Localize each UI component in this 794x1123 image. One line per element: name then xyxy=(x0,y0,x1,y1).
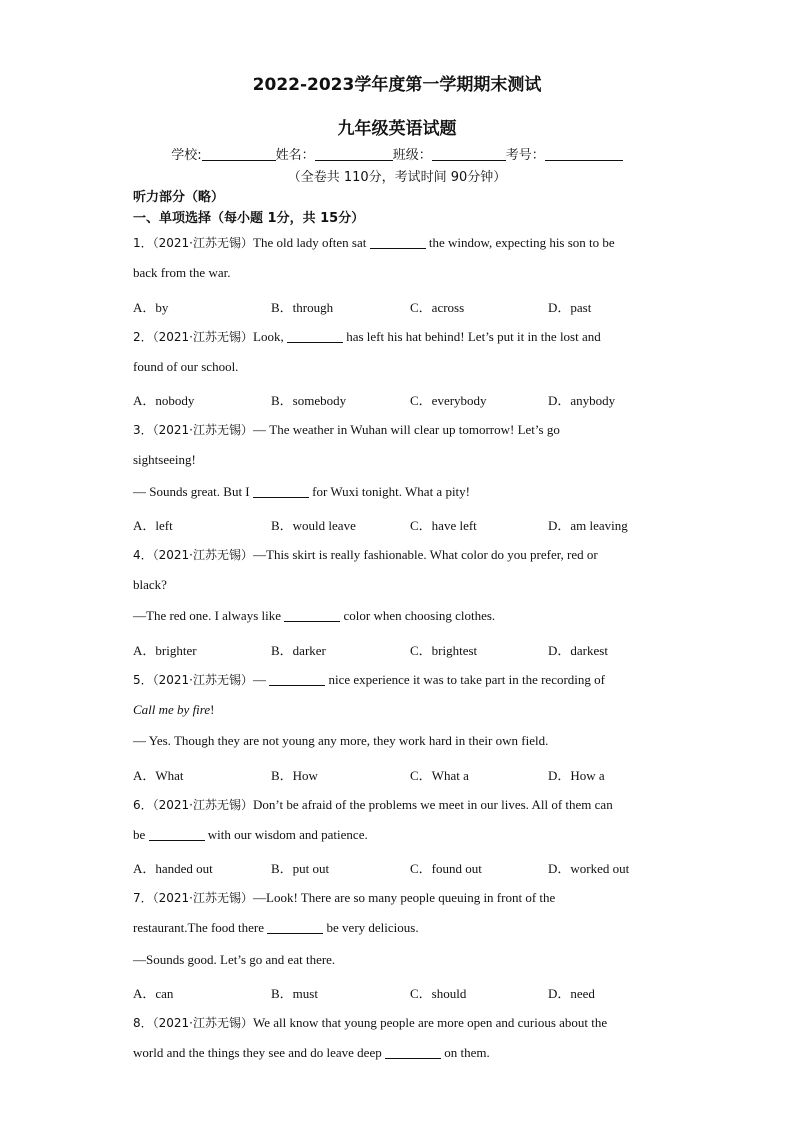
question-8-line-1: 8．（2021·江苏无锡）We all know that young people are more open and curious about the xyxy=(133,1015,608,1030)
option-b[interactable]: B．somebody xyxy=(271,393,347,408)
answer-blank[interactable] xyxy=(267,921,323,934)
option-a[interactable]: A．by xyxy=(133,300,169,315)
option-a[interactable]: A．handed out xyxy=(133,861,213,876)
question-6-line-1: 6．（2021·江苏无锡）Don’t be afraid of the problems we meet in our lives. All of them can xyxy=(133,797,613,812)
option-d[interactable]: D．need xyxy=(548,986,595,1001)
option-a[interactable]: A．can xyxy=(133,986,174,1001)
question-6-line-2: be with our wisdom and patience. xyxy=(133,827,368,842)
option-b[interactable]: B．darker xyxy=(271,643,326,658)
question-4-line-1: 4．（2021·江苏无锡）—This skirt is really fashionable. What color do you prefer, red or xyxy=(133,547,598,562)
option-b[interactable]: B．through xyxy=(271,300,334,315)
question-7-line-2: restaurant.The food there be very delicious. xyxy=(133,920,419,935)
option-c[interactable]: C．brightest xyxy=(410,643,478,658)
option-a[interactable]: A．left xyxy=(133,518,173,533)
class-field[interactable] xyxy=(432,147,506,161)
question-1-line-1: 1．（2021·江苏无锡）The old lady often sat the window, expecting his son to be xyxy=(133,235,615,250)
question-7-line-3: —Sounds good. Let’s go and eat there. xyxy=(133,952,336,967)
answer-blank[interactable] xyxy=(253,485,309,498)
question-2-line-2: found of our school. xyxy=(133,359,239,374)
option-b[interactable]: B．How xyxy=(271,768,318,783)
school-field[interactable] xyxy=(202,147,276,161)
question-4-line-2: black? xyxy=(133,577,167,592)
answer-blank[interactable] xyxy=(149,828,205,841)
exam-title: 2022-2023学年度第一学期期末测试 xyxy=(252,75,542,95)
number-label: 考号： xyxy=(505,148,545,163)
option-c[interactable]: C．everybody xyxy=(410,393,487,408)
answer-blank[interactable] xyxy=(385,1046,441,1059)
question-3-line-3: — Sounds great. But I for Wuxi tonight. What a pity! xyxy=(133,484,471,499)
option-d[interactable]: D．How a xyxy=(548,768,605,783)
option-a[interactable]: A．What xyxy=(133,768,184,783)
exam-subtitle: 九年级英语试题 xyxy=(337,119,457,139)
answer-blank[interactable] xyxy=(287,330,343,343)
option-d[interactable]: D．anybody xyxy=(548,393,616,408)
answer-blank[interactable] xyxy=(269,673,325,686)
option-c[interactable]: C．What a xyxy=(410,768,469,783)
question-3-line-2: sightseeing! xyxy=(133,452,196,467)
option-b[interactable]: B．put out xyxy=(271,861,330,876)
question-5-line-3: — Yes. Though they are not young any more, they work hard in their own field. xyxy=(133,733,549,748)
name-label: 姓名： xyxy=(275,148,315,163)
option-b[interactable]: B．must xyxy=(271,986,318,1001)
single-choice-heading: 一、单项选择（每小题 1分，共 15分） xyxy=(133,211,365,226)
option-c[interactable]: C．found out xyxy=(410,861,482,876)
number-field[interactable] xyxy=(545,147,623,161)
option-c[interactable]: C．across xyxy=(410,300,465,315)
name-field[interactable] xyxy=(315,147,393,161)
option-d[interactable]: D．worked out xyxy=(548,861,630,876)
option-a[interactable]: A．brighter xyxy=(133,643,197,658)
question-4-line-3: —The red one. I always like color when choosing clothes. xyxy=(133,608,496,623)
question-8-line-2: world and the things they see and do leave deep on them. xyxy=(133,1045,490,1060)
option-b[interactable]: B．would leave xyxy=(271,518,356,533)
school-label: 学校: xyxy=(171,148,202,163)
question-1-line-2: back from the war. xyxy=(133,265,231,280)
option-d[interactable]: D．am leaving xyxy=(548,518,628,533)
option-d[interactable]: D．past xyxy=(548,300,592,315)
question-5-line-2: Call me by fire! xyxy=(133,702,215,717)
answer-blank[interactable] xyxy=(284,609,340,622)
question-5-line-1: 5．（2021·江苏无锡）— nice experience it was to take part in the recording of xyxy=(133,672,605,687)
listening-section-heading: 听力部分（略） xyxy=(133,190,225,205)
option-c[interactable]: C．have left xyxy=(410,518,477,533)
student-info-row xyxy=(0,144,794,163)
option-a[interactable]: A．nobody xyxy=(133,393,195,408)
question-3-line-1: 3．（2021·江苏无锡）— The weather in Wuhan will clear up tomorrow! Let’s go xyxy=(133,422,560,437)
song-title: Call me by fire xyxy=(133,702,211,717)
option-d[interactable]: D．darkest xyxy=(548,643,608,658)
answer-blank[interactable] xyxy=(370,236,426,249)
question-2-line-1: 2．（2021·江苏无锡）Look, has left his hat behind! Let’s put it in the lost and xyxy=(133,329,601,344)
option-c[interactable]: C．should xyxy=(410,986,467,1001)
class-label: 班级： xyxy=(392,148,432,163)
question-7-line-1: 7．（2021·江苏无锡）—Look! There are so many people queuing in front of the xyxy=(133,890,556,905)
exam-note: （全卷共 110分，考试时间 90分钟） xyxy=(287,170,507,185)
